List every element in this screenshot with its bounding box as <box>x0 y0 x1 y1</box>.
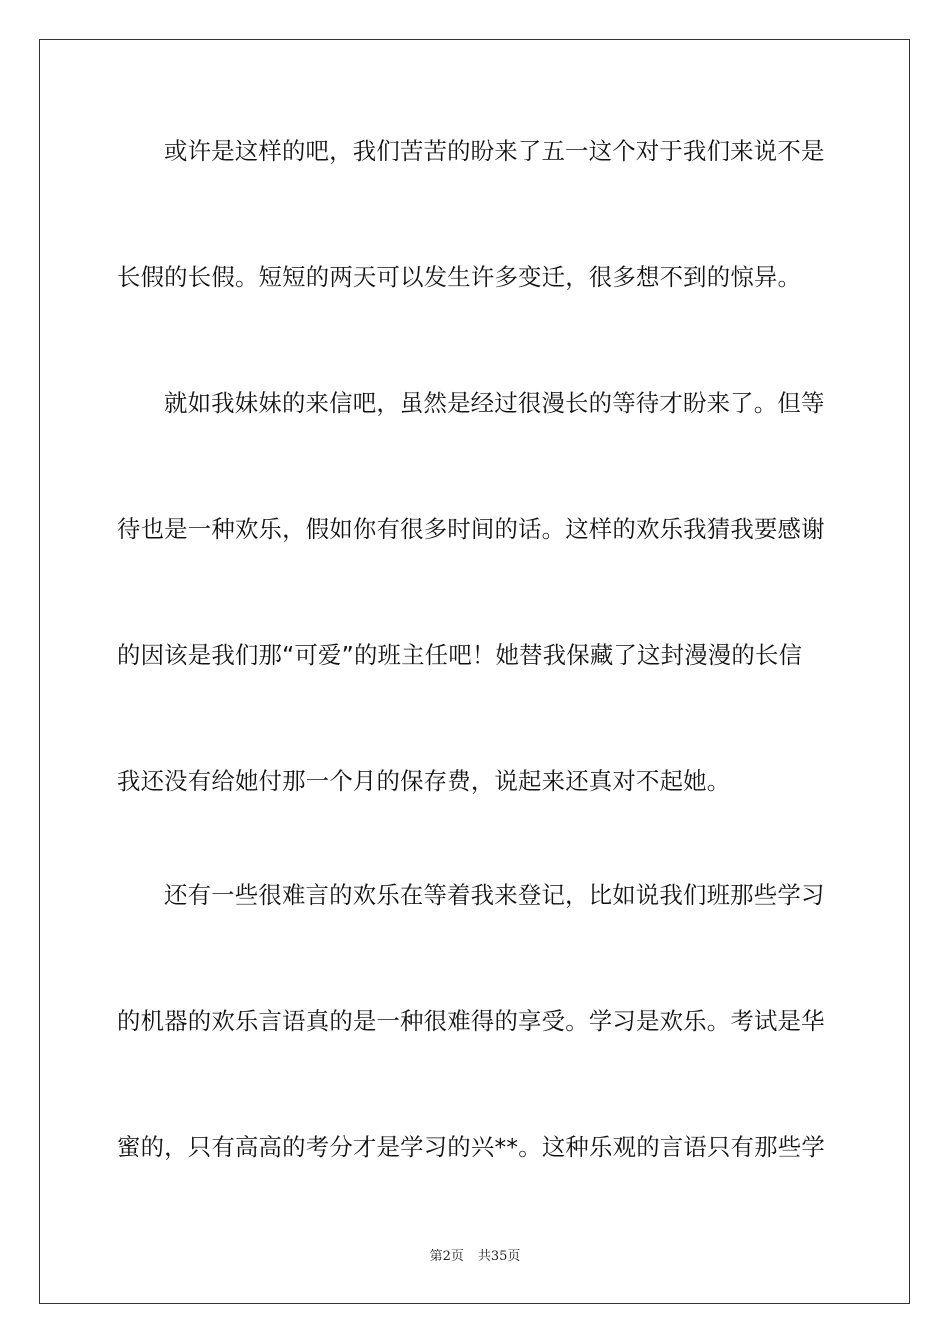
page-number: 第2页 <box>429 1249 464 1264</box>
paragraph-2-line-4: 我还没有给她付那一个月的保存费，说起来还真对不起她。 <box>117 767 731 795</box>
paragraph-3-line-1: 还有一些很难言的欢乐在等着我来登记，比如说我们班那些学习 <box>164 881 825 909</box>
paragraph-1-line-2: 长假的长假。短短的两天可以发生许多变迁，很多想不到的惊异。 <box>117 263 802 291</box>
paragraph-1-line-1: 或许是这样的吧，我们苦苦的盼来了五一这个对于我们来说不是 <box>164 137 825 165</box>
paragraph-2-line-1: 就如我妹妹的来信吧，虽然是经过很漫长的等待才盼来了。但等 <box>164 389 825 417</box>
page-total: 共35页 <box>477 1249 521 1264</box>
paragraph-3-line-2: 的机器的欢乐言语真的是一种很难得的享受。学习是欢乐。考试是华 <box>117 1007 825 1035</box>
paragraph-2-line-2: 待也是一种欢乐，假如你有很多时间的话。这样的欢乐我猜我要感谢 <box>117 515 825 543</box>
paragraph-3-line-3: 蜜的，只有高高的考分才是学习的兴**。这种乐观的言语只有那些学 <box>117 1133 825 1161</box>
page-footer <box>0 1248 950 1266</box>
page-border <box>39 39 910 1304</box>
paragraph-2-line-3: 的因该是我们那“可爱”的班主任吧！她替我保藏了这封漫漫的长信 <box>117 641 803 669</box>
